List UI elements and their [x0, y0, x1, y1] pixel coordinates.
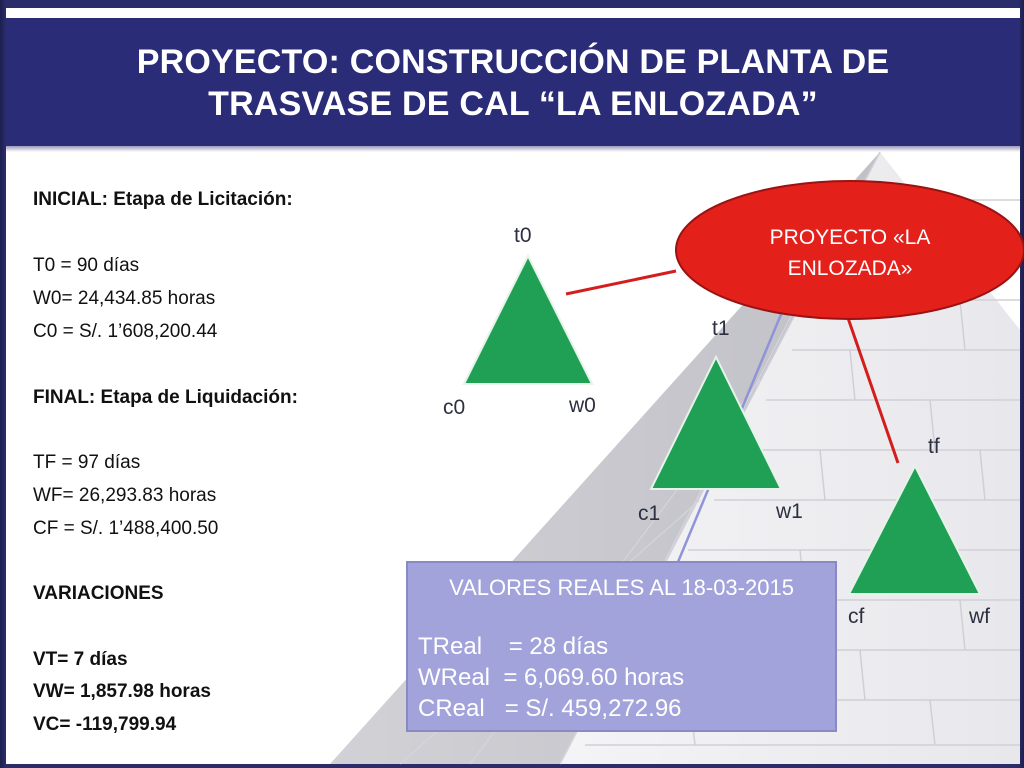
vw-value: VW= 1,857.98 horas	[33, 681, 211, 702]
real-values-title: VALORES REALES AL 18-03-2015	[449, 575, 794, 600]
connector-line-tf	[848, 318, 898, 463]
triangle1-right-label: w1	[776, 500, 803, 523]
project-bubble-label: PROYECTO «LA ENLOZADA»	[769, 226, 931, 280]
triangle-t1	[651, 357, 781, 489]
connector-line-t0	[566, 271, 676, 294]
triangle0-top-label: t0	[514, 224, 532, 247]
t0-value: T0 = 90 días	[33, 255, 140, 276]
triangle0-right-label: w0	[569, 394, 596, 417]
triangle2-right-label: wf	[969, 605, 990, 628]
triangle1-top-label: t1	[712, 317, 730, 340]
vt-value: VT= 7 días	[33, 649, 128, 670]
tf-value: TF = 97 días	[33, 452, 141, 473]
slide-title: PROYECTO: CONSTRUCCIÓN DE PLANTA DE TRASVASE DE CAL “LA ENLOZADA”	[136, 43, 890, 123]
vc-value: VC= -119,799.94	[33, 714, 177, 735]
initial-heading: INICIAL: Etapa de Licitación:	[33, 189, 293, 210]
triangle2-left-label: cf	[848, 605, 865, 628]
treal-value: TReal = 28 días	[418, 633, 609, 660]
triangle-tf	[849, 466, 980, 594]
creal-value: CReal = S/. 459,272.96	[418, 695, 682, 722]
c0-value: C0 = S/. 1’608,200.44	[33, 321, 218, 342]
triangle1-left-label: c1	[638, 502, 661, 525]
cf-value: CF = S/. 1’488,400.50	[33, 518, 219, 539]
w0-value: W0= 24,434.85 horas	[33, 288, 216, 309]
variations-heading: VARIACIONES	[33, 583, 164, 604]
wf-value: WF= 26,293.83 horas	[33, 485, 217, 506]
triangle0-left-label: c0	[443, 396, 466, 419]
triangle2-top-label: tf	[928, 435, 940, 458]
wreal-value: WReal = 6,069.60 horas	[418, 664, 685, 691]
final-heading: FINAL: Etapa de Liquidación:	[33, 387, 298, 408]
real-values-box	[406, 561, 837, 732]
triangle-t0	[464, 256, 592, 384]
